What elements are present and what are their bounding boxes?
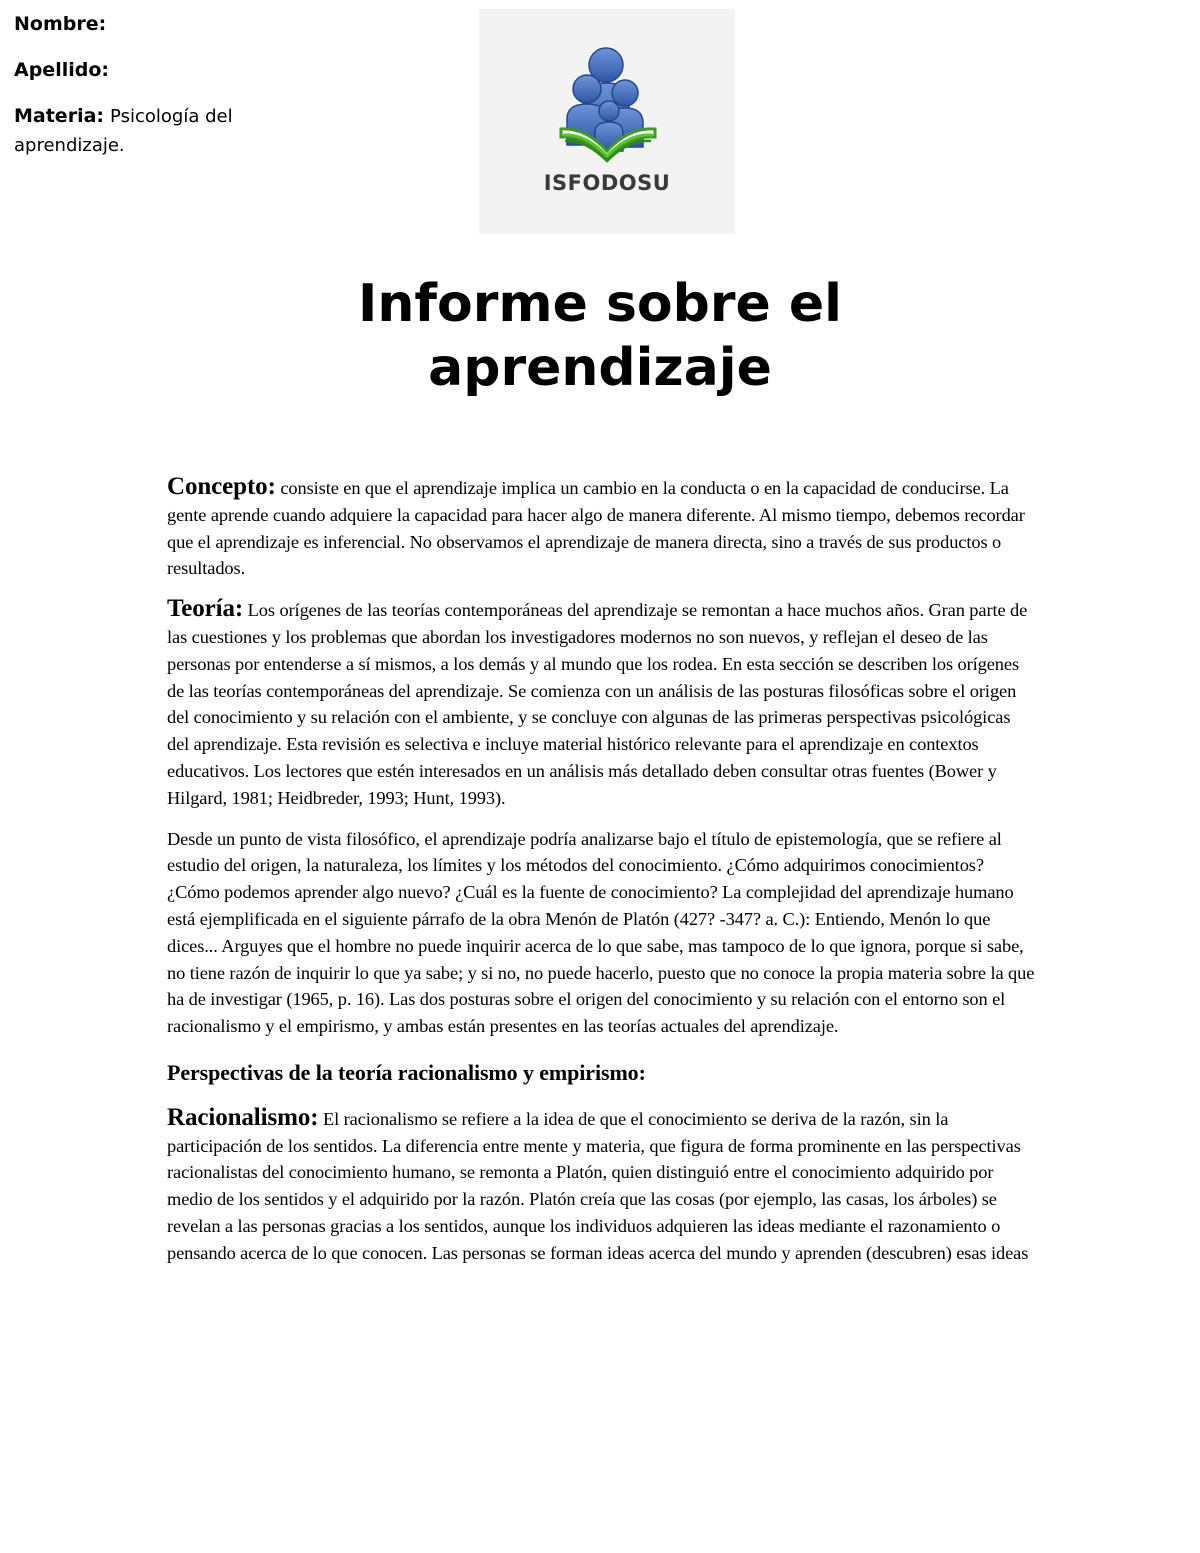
document-body (167, 474, 1037, 1281)
racionalismo-text: El racionalismo se refiere a la idea de que el conocimiento se deriva de la razón, sin la participación de los sentidos. La diferencia entre mente y materia, que figura de forma prominente en las perspectivas racionalistas del conocimiento humano, se remonta a Platón, quien distinguió entre el conocimiento adquirido por medio de los sentidos y el adquirido por la razón. Platón creía que las cosas (por ejemplo, las casas, los árboles) se revelan a las personas gracias a los sentidos, aunque los individuos adquieren las ideas mediante el razonamiento o pensando acerca de lo que conocen. Las personas se forman ideas acerca del mundo y aprenden (descubren) esas ideas (167, 1108, 1029, 1263)
racionalismo-paragraph (167, 1105, 1037, 1267)
people-reading-book-icon (479, 9, 735, 179)
concepto-text: consiste en que el aprendizaje implica un cambio en la conducta o en la capacidad de conducirse. La gente aprende cuando adquiere la capacidad para hacer algo de manera diferente. Al mismo tiempo, debemos recordar que el aprendizaje es inferencial. No observamos el aprendizaje de manera directa, sino a través de sus productos o resultados. (167, 478, 1025, 579)
student-info (14, 10, 274, 178)
apellido-label: Apellido: (14, 59, 109, 81)
title-line-2: aprendizaje (428, 338, 772, 398)
racionalismo-lead: Racionalismo: (167, 1103, 319, 1131)
apellido-field (14, 56, 274, 84)
institution-logo (479, 9, 735, 234)
materia-label: Materia: (14, 105, 104, 127)
teoria-paragraph (167, 596, 1037, 811)
nombre-field (14, 10, 274, 38)
teoria-lead: Teoría: (167, 595, 244, 623)
filosofico-text: Desde un punto de vista filosófico, el aprendizaje podría analizarse bajo el título de epistemología, que se refiere al estudio del origen, la naturaleza, los límites y los métodos del conocimiento. ¿Cómo adquirimos conocimientos? ¿Cómo podemos aprender algo nuevo? ¿Cuál es la fuente de conocimiento? La complejidad del aprendizaje humano está ejemplificada en el siguiente párrafo de la obra Menón de Platón (427? -347? a. C.): Entiendo, Menón lo que dices... Arguyes que el hombre no puede inquirir acerca de lo que sabe, mas tampoco de lo que ignora, porque si sabe, no tiene razón de inquirir lo que ya sabe; y si no, no puede hacerlo, puesto que no conoce la propia materia sobre la que ha de investigar (1965, p. 16). Las dos posturas sobre el origen del conocimiento y su relación con el entorno son el racionalismo y el empirismo, y ambas están presentes en las teorías actuales del aprendizaje. (167, 828, 1035, 1037)
title-line-1: Informe sobre el (358, 274, 842, 334)
concepto-paragraph (167, 474, 1037, 582)
materia-field (14, 102, 274, 160)
teoria-text: Los orígenes de las teorías contemporáneas del aprendizaje se remontan a hace muchos años. Gran parte de las cuestiones y los problemas que abordan los investigadores modernos no son nuevos, y reflejan el deseo de las personas por entenderse a sí mismos, a los demás y al mundo que los rodea. En esta sección se describen los orígenes de las teorías contemporáneas del aprendizaje. Se comienza con un análisis de las posturas filosóficas sobre el origen del conocimiento y su relación con el ambiente, y se concluye con algunas de las primeras perspectivas psicológicas del aprendizaje. Esta revisión es selectiva e incluye material histórico relevante para el aprendizaje en contextos educativos. Los lectores que estén interesados en un análisis más detallado deben consultar otras fuentes (Bower y Hilgard, 1981; Heidbreder, 1993; Hunt, 1993). (167, 600, 1028, 808)
concepto-lead: Concepto: (167, 473, 276, 500)
perspectivas-heading: Perspectivas de la teoría racionalismo y empirismo: (167, 1059, 646, 1085)
logo-text: ISFODOSU (543, 171, 671, 195)
page-title (0, 272, 1200, 400)
materia-value: Psicología del aprendizaje. (14, 106, 233, 156)
nombre-label: Nombre: (14, 13, 107, 35)
filosofico-paragraph (167, 826, 1037, 1040)
